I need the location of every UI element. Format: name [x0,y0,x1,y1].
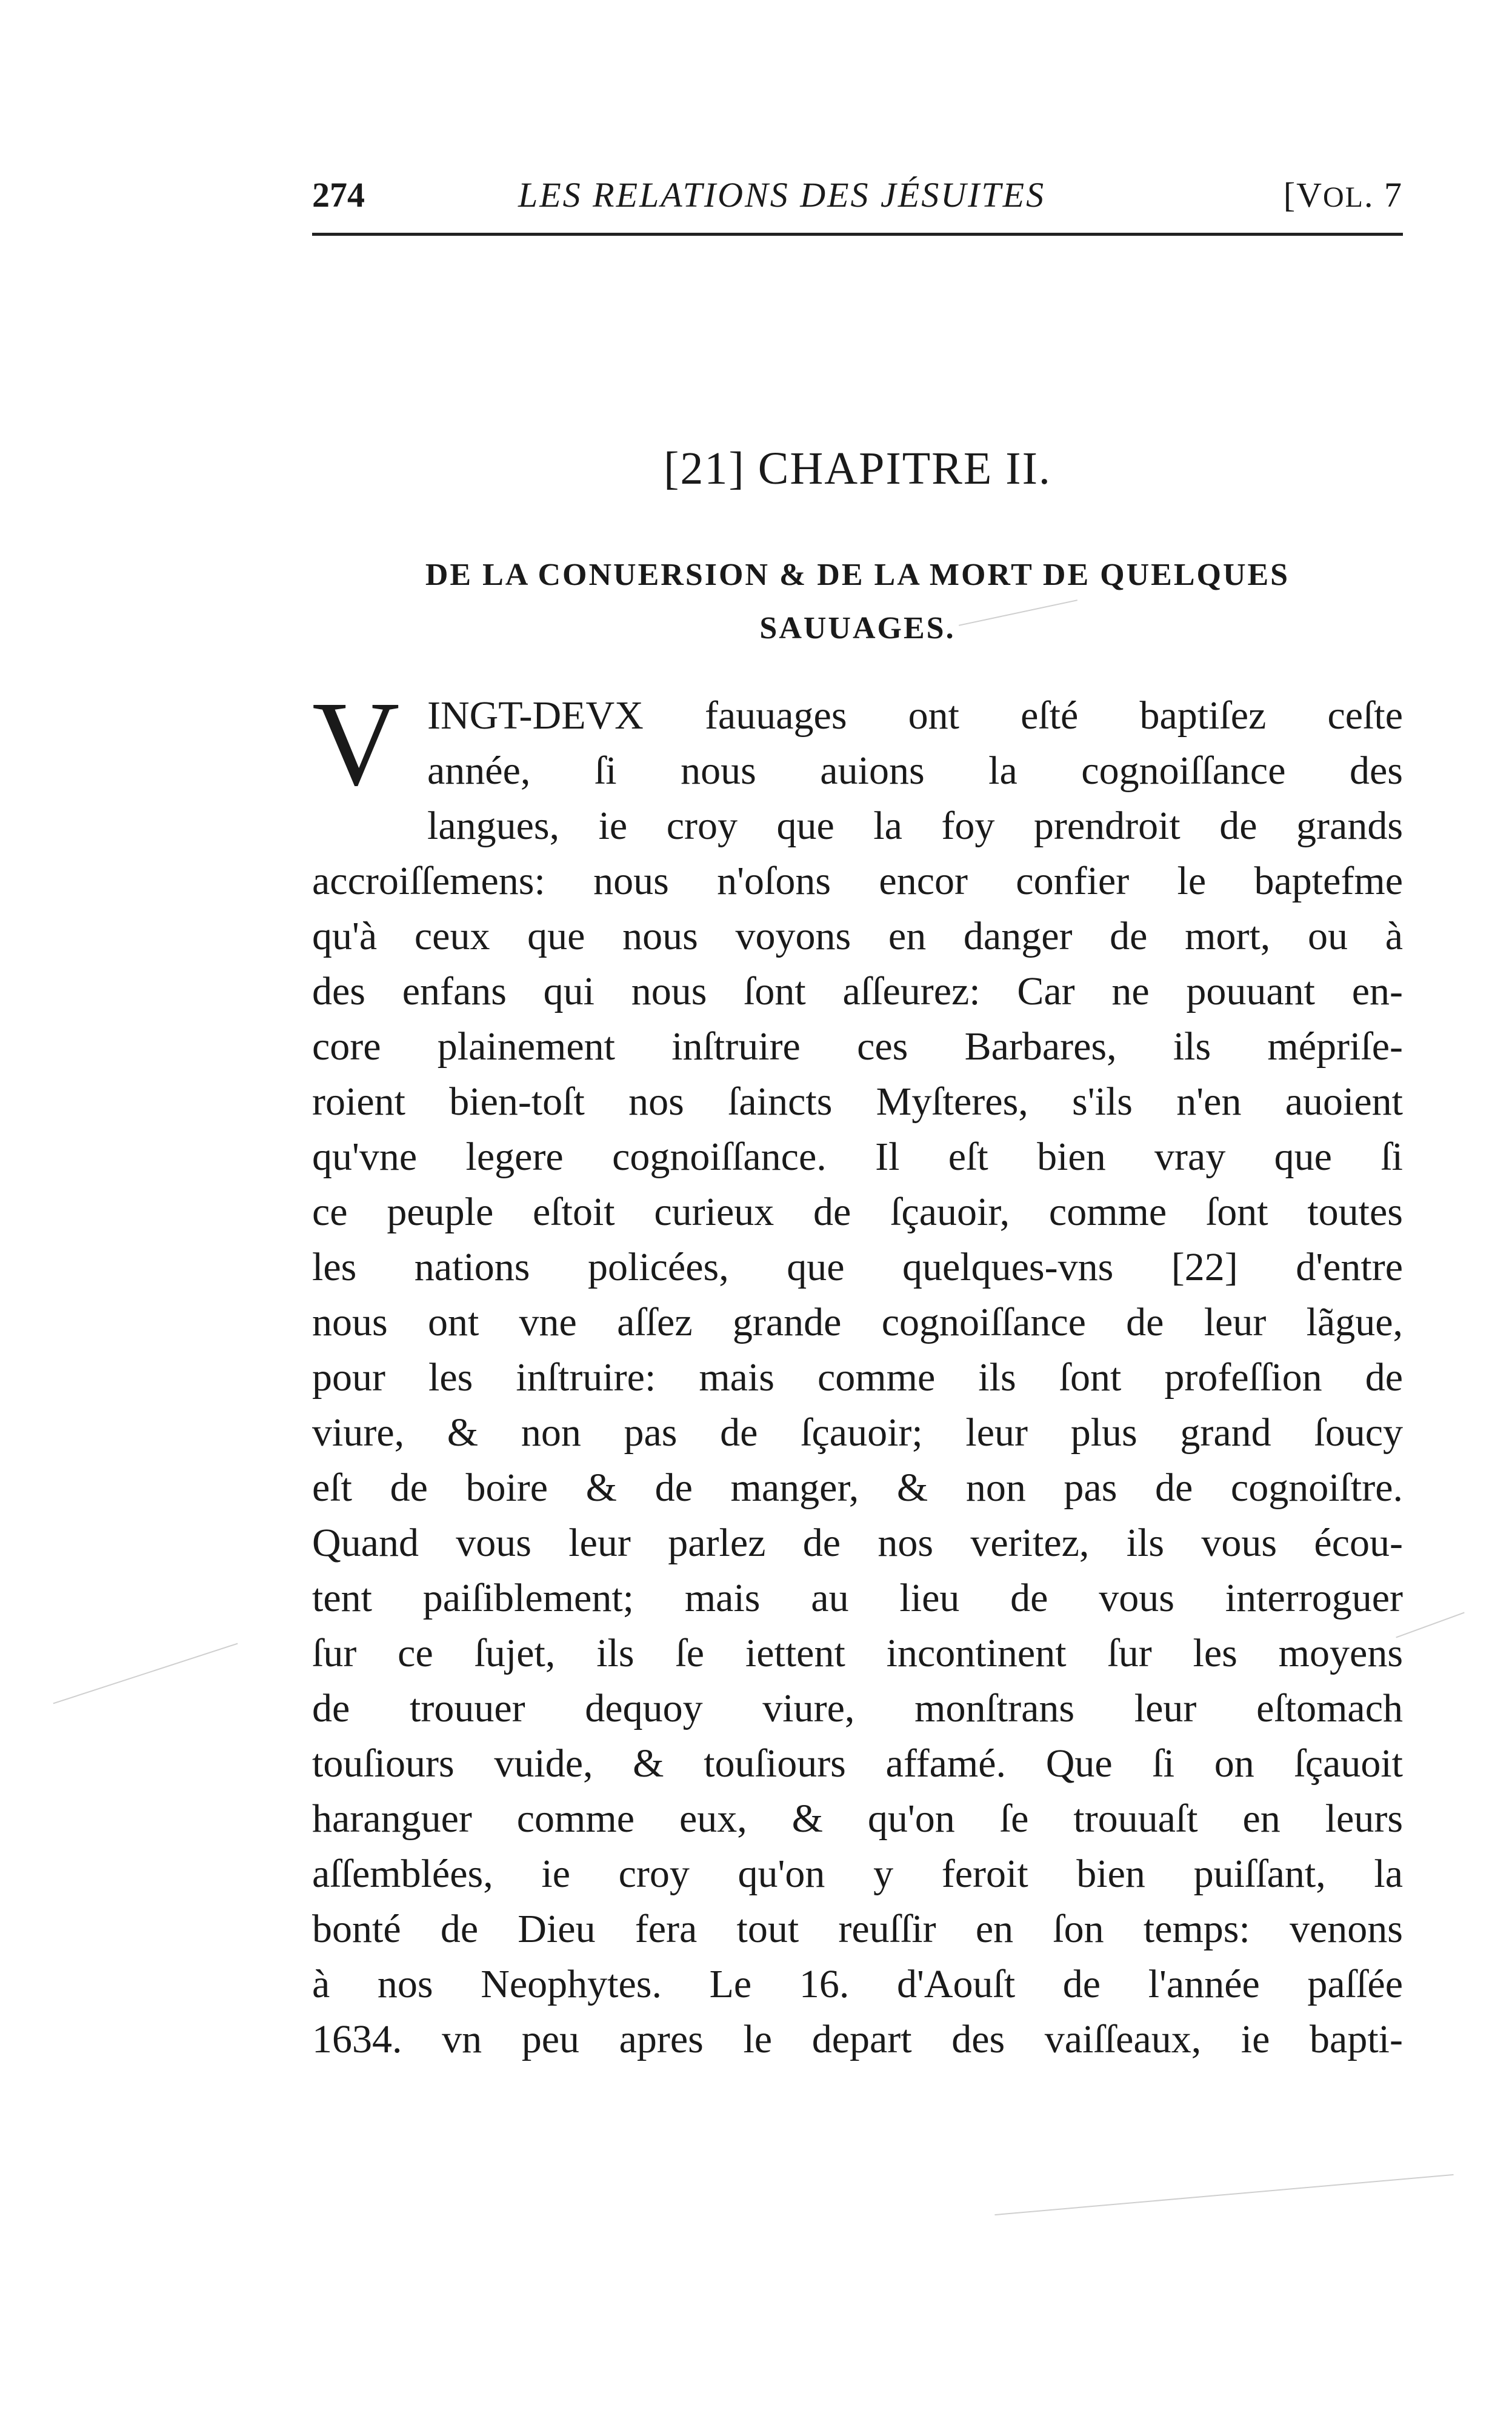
text-line: bonté de Dieu fera tout reuſſir en ſon temps: venons [312,1907,1403,1951]
text-line: tent paiſiblement; mais au lieu de vous interroguer [312,1576,1403,1620]
chapter-subtitle-line-2: SAUUAGES. [759,611,956,646]
text-line: eſt de boire & de manger, & non pas de cognoiſtre. [312,1466,1403,1510]
volume-suffix: . 7 [1364,175,1403,215]
text-line: accroiſſemens: nous n'oſons encor confier le baptefme [312,859,1403,903]
scan-mark [994,2174,1453,2215]
text-line: des enfans qui nous ſont aſſeurez: Car ne pouuant en- [312,969,1403,1013]
text-line: viure, & non pas de ſçauoir; leur plus grand ſoucy [312,1410,1403,1455]
text-line: à nos Neophytes. Le 16. d'Aouſt de l'année paſſée [312,1962,1403,2006]
text-line: ſur ce ſujet, ils ſe iettent incontinent ſur les moyens [312,1631,1403,1675]
text-line: aſſemblées, ie croy qu'on y feroit bien puiſſant, la [312,1852,1403,1896]
text-line: INGT-DEVX fauuages ont eſté baptiſez ceſte [427,693,1403,738]
text-line: nous ont vne aſſez grande cognoiſſance de leur lãgue, [312,1300,1403,1344]
text-line: haranguer comme eux, & qu'on ſe trouuaſt en leurs [312,1797,1403,1841]
text-line: qu'vne legere cognoiſſance. Il eſt bien vray que ſi [312,1135,1403,1179]
volume-prefix: [V [1283,175,1324,215]
scan-mark [1396,1612,1464,1638]
body-text [312,688,1403,2067]
text-line: core plainement inſtruire ces Barbares, ils mépriſe- [312,1024,1403,1069]
scan-mark [53,1643,238,1704]
text-line: roient bien-toſt nos ſaincts Myſteres, s'ils n'en auoient [312,1080,1403,1124]
text-line: les nations policées, que quelques-vns [22] d'entre [312,1245,1403,1289]
header-rule [312,233,1403,236]
text-line: de trouuer dequoy viure, monſtrans leur eſtomach [312,1686,1403,1730]
chapter-subtitle [312,549,1403,655]
chapter-subtitle-line-1: DE LA CONUERSION & DE LA MORT DE QUELQUES [425,558,1290,592]
text-line: touſiours vuide, & touſiours affamé. Que ſi on ſçauoit [312,1741,1403,1786]
text-line: ce peuple eſtoit curieux de ſçauoir, comme ſont toutes [312,1190,1403,1234]
text-line: Quand vous leur parlez de nos veritez, ils vous écou- [312,1521,1403,1565]
drop-cap: V [312,677,400,811]
text-line: langues, ie croy que la foy prendroit de grands [427,804,1403,848]
text-line: 1634. vn peu apres le depart des vaiſſeaux, ie bapti- [312,2017,1403,2061]
page-number: 274 [312,175,365,215]
text-line: pour les inſtruire: mais comme ils ſont profeſſion de [312,1355,1403,1400]
volume-small-caps: OL [1323,181,1364,213]
volume-label [1284,165,1403,228]
chapter-heading: [21] CHAPITRE II. [664,443,1051,494]
text-line: qu'à ceux que nous voyons en danger de mort, ou à [312,914,1403,958]
running-title: LES RELATIONS DES JÉSUITES [518,175,1046,215]
text-line: année, ſi nous auions la cognoiſſance des [427,749,1403,793]
running-head [312,165,1403,225]
